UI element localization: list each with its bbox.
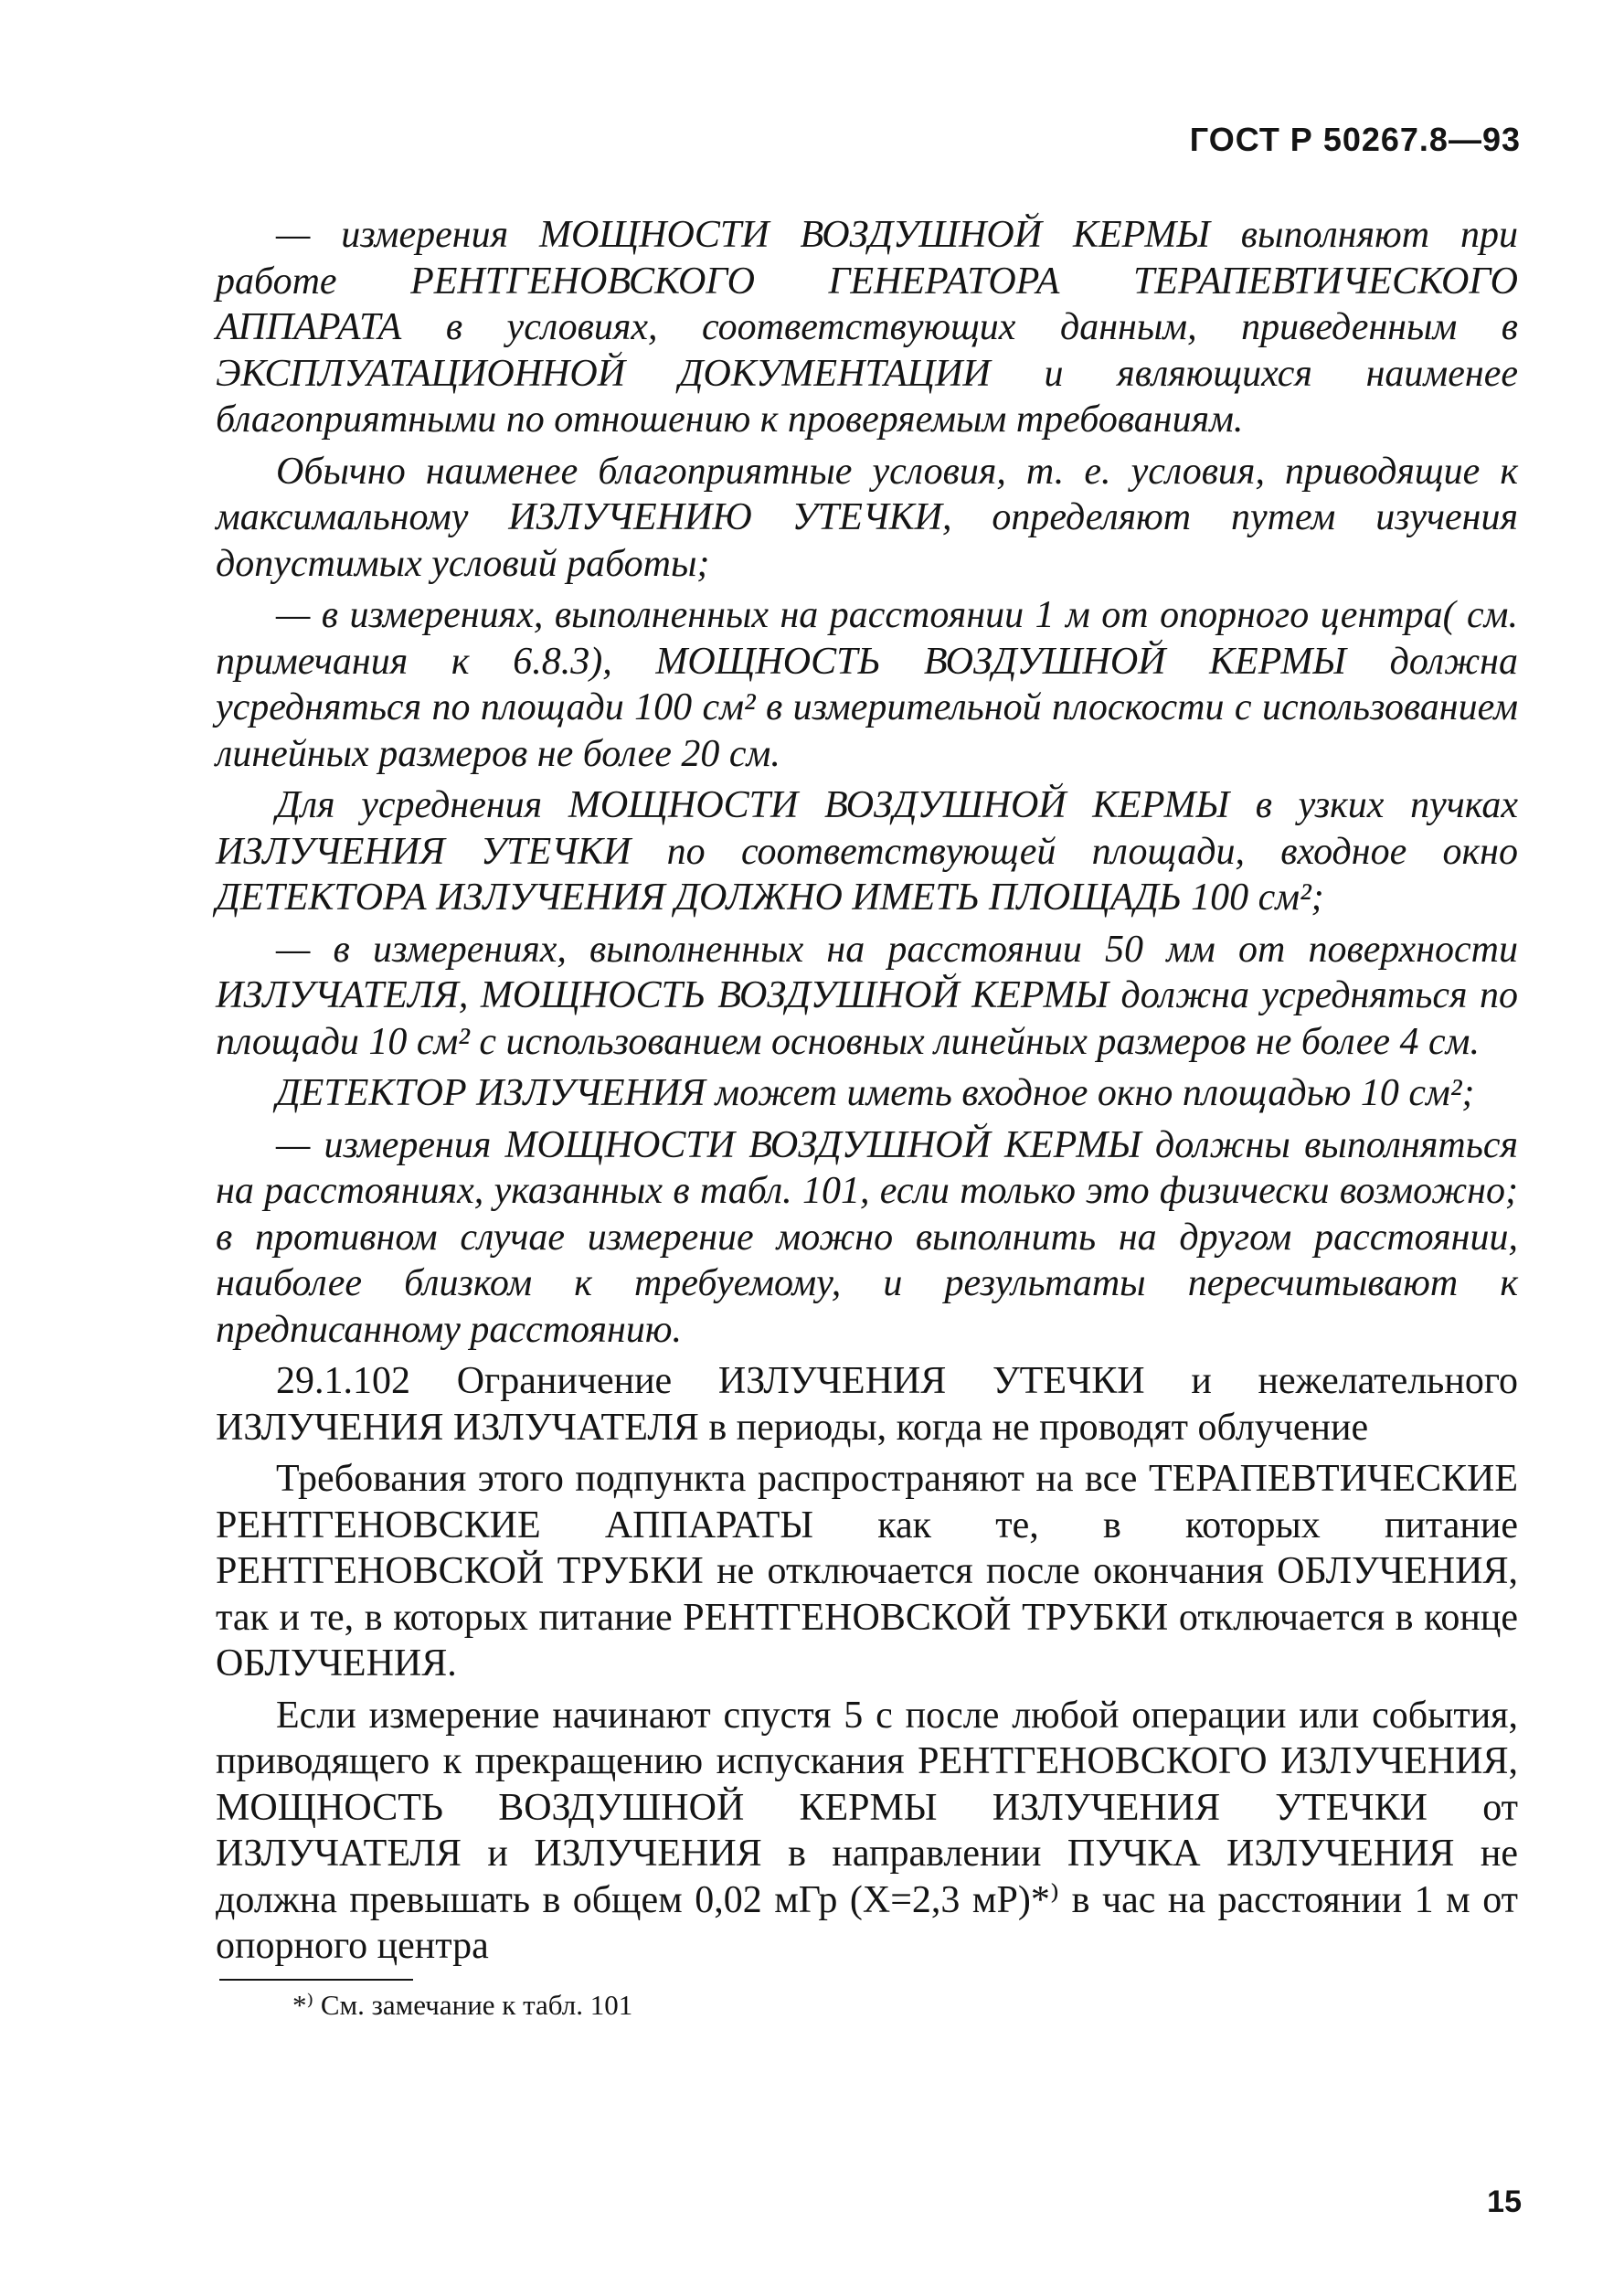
paragraph: — измерения МОЩНОСТИ ВОЗДУШНОЙ КЕРМЫ выполняют при работе РЕНТГЕНОВСКОГО ГЕНЕРАТОРА ТЕРАПЕВТИЧЕСКОГО АППАРАТА в условиях, соответствующих данным, приведенным в ЭКСПЛУАТАЦИОННОЙ ДОКУМЕНТАЦИИ и являющихся наименее благоприятными по отношению к проверяемым требованиям.: [216, 214, 1518, 441]
document-code: ГОСТ Р 50267.8—93: [1189, 121, 1521, 158]
body-text: [216, 212, 1518, 1975]
paragraph: — измерения МОЩНОСТИ ВОЗДУШНОЙ КЕРМЫ должны выполняться на расстояниях, указанных в табл. 101, если только это физически возможно; в противном случае измерение можно выполнить на другом расстоянии, наиболее близком к требуемому, и результаты пересчитывают к предписанному расстоянию.: [216, 1123, 1518, 1351]
footnote-divider: [219, 1979, 413, 1981]
paragraph: Требования этого подпункта распространяют на все ТЕРАПЕВТИЧЕСКИЕ РЕНТГЕНОВСКИЕ АППАРАТЫ как те, в которых питание РЕНТГЕНОВСКОЙ ТРУБКИ не отключается после окончания ОБЛУЧЕНИЯ, так и те, в которых питание РЕНТГЕНОВСКОЙ ТРУБКИ отключается в конце ОБЛУЧЕНИЯ.: [216, 1458, 1518, 1685]
paragraph: Обычно наименее благоприятные условия, т. е. условия, приводящие к максимальному ИЗЛУЧЕНИЮ УТЕЧКИ, определяют путем изучения допустимых условий работы;: [216, 450, 1518, 585]
footnote: *⁾ См. замечание к табл. 101: [292, 1989, 633, 2021]
section-heading: 29.1.102 Ограничение ИЗЛУЧЕНИЯ УТЕЧКИ и нежелательного ИЗЛУЧЕНИЯ ИЗЛУЧАТЕЛЯ в периоды, когда не проводят облучение: [216, 1360, 1518, 1449]
page-number: 15: [1487, 2184, 1522, 2219]
paragraph: Для усреднения МОЩНОСТИ ВОЗДУШНОЙ КЕРМЫ в узких пучках ИЗЛУЧЕНИЯ УТЕЧКИ по соответствующей площади, входное окно ДЕТЕКТОРА ИЗЛУЧЕНИЯ ДОЛЖНО ИМЕТЬ ПЛОЩАДЬ 100 см²;: [216, 784, 1518, 919]
paragraph: — в измерениях, выполненных на расстоянии 1 м от опорного центра( см. примечания к 6.8.3), МОЩНОСТЬ ВОЗДУШНОЙ КЕРМЫ должна усредняться по площади 100 см² в измерительной плоскости с использованием линейных размеров не более 20 см.: [216, 594, 1518, 775]
paragraph: — в измерениях, выполненных на расстоянии 50 мм от поверхности ИЗЛУЧАТЕЛЯ, МОЩНОСТЬ ВОЗДУШНОЙ КЕРМЫ должна усредняться по площади 10 см² с использованием основных линейных размеров не более 4 см.: [216, 928, 1518, 1063]
paragraph: ДЕТЕКТОР ИЗЛУЧЕНИЯ может иметь входное окно площадью 10 см²;: [276, 1072, 1475, 1114]
paragraph: Если измерение начинают спустя 5 с после любой операции или события, приводящего к прекращению испускания РЕНТГЕНОВСКОГО ИЗЛУЧЕНИЯ, МОЩНОСТЬ ВОЗДУШНОЙ КЕРМЫ ИЗЛУЧЕНИЯ УТЕЧКИ от ИЗЛУЧАТЕЛЯ и ИЗЛУЧЕНИЯ в направлении ПУЧКА ИЗЛУЧЕНИЯ не должна превышать в общем 0,02 мГр (Х=2,3 мР)*⁾ в час на расстоянии 1 м от опорного центра: [216, 1694, 1518, 1967]
